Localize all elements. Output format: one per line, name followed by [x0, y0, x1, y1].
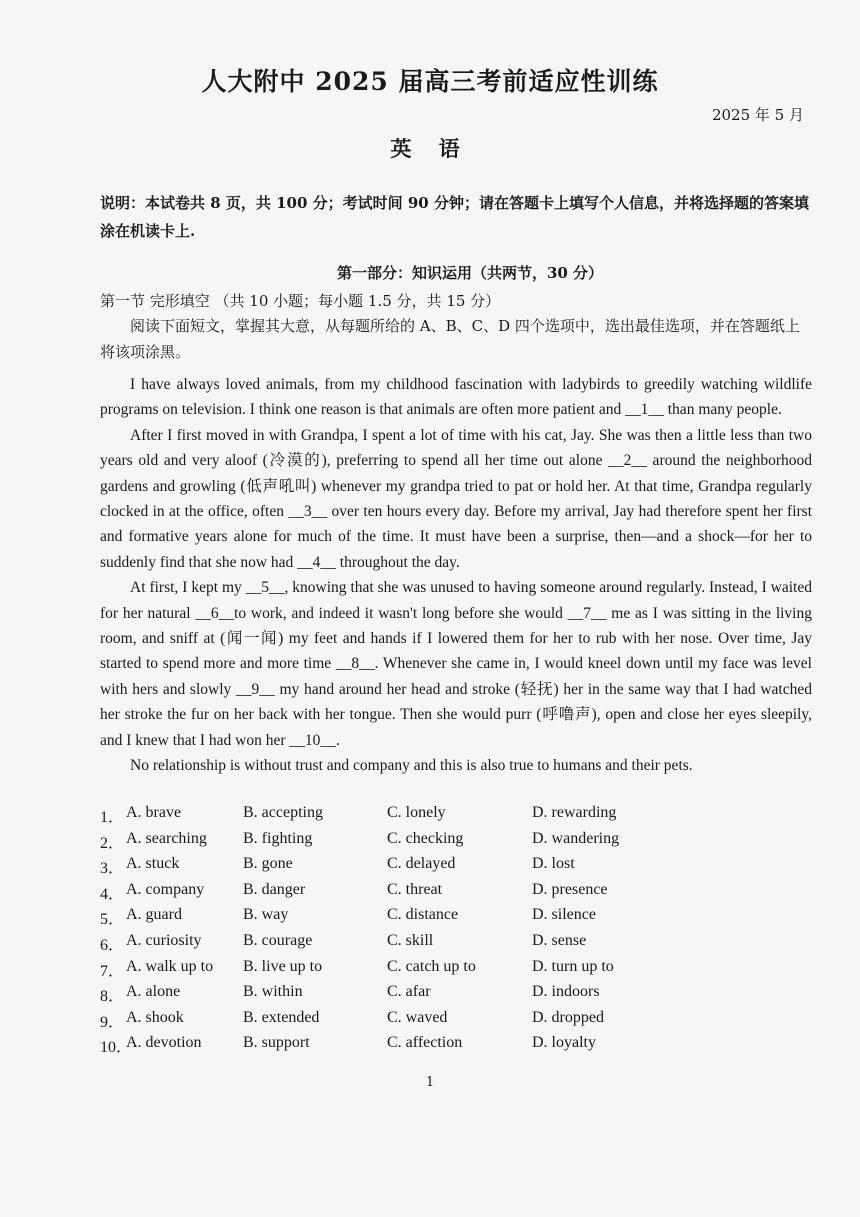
passage-paragraph: No relationship is without trust and company and this is also true to humans and their pets.: [130, 757, 693, 775]
option-b: B. accepting: [243, 804, 323, 821]
option-b: B. live up to: [243, 957, 323, 975]
exam-date: 2025 年 5 月: [711, 106, 804, 124]
option-a: A. guard: [126, 906, 182, 924]
question-number: 6．: [100, 936, 125, 954]
question-row: [100, 932, 700, 958]
option-c: C. delayed: [387, 855, 456, 873]
option-a: A. company: [126, 880, 205, 898]
option-d: D. indoors: [532, 983, 600, 1001]
option-c: C. lonely: [387, 804, 446, 821]
option-c: C. distance: [387, 906, 459, 924]
option-c: C. waved: [387, 1008, 448, 1026]
option-d: D. presence: [532, 880, 608, 898]
option-a: A. alone: [126, 983, 181, 1001]
question-row: [100, 983, 700, 1009]
option-d: D. lost: [532, 855, 575, 873]
option-c: C. checking: [387, 829, 464, 847]
passage-paragraph: After I first moved in with Grandpa, I spent a lot of time with his cat, Jay. She was then a little less than two years old and very aloof (冷漠的), preferring to spend all her time out alone __2__ around the neighborhood gardens and growling (低声吼叫) whenever my grandpa tried to pat or hold her. At that time, Grandpa regularly clocked in at the office, often __3__ over ten hours every day. Before my arrival, Jay had therefore spent her first and formative years alone for much of the time. It must have been a surprise, then—and a shock—for her to suddenly find that she now had __4__ throughout the day.: [100, 426, 812, 571]
question-row: [100, 855, 700, 881]
option-a: A. walk up to: [126, 957, 214, 975]
option-c: C. affection: [387, 1034, 463, 1052]
option-c: C. threat: [387, 880, 443, 898]
option-a: A. devotion: [126, 1034, 202, 1052]
option-a: A. curiosity: [126, 931, 202, 949]
question-row: [100, 881, 700, 907]
passage-paragraph: At first, I kept my __5__, knowing that she was unused to having someone around regularly. Instead, I waited for her natural __6__to work, and indeed it wasn't long before she would __7__ me as I was sitting in the living room, and sniff at (闻一闻) my feet and hands if I lowered them for her to rub with her nose. Over time, Jay started to spend more and more time __8__. Whenever she came in, I would kneel down until my face was level with hers and slowly __9__ my hand around her head and stroke (轻抚) her in the same way that I had watched her stroke the fur on her back with her tongue. Then she would purr (呼噜声), open and close her eyes sleepily, and I knew that I had won her __10__.: [100, 579, 812, 749]
question-number: 8．: [100, 988, 125, 1006]
question-row: [100, 1009, 700, 1035]
option-b: B. courage: [243, 931, 313, 949]
option-b: B. extended: [243, 1008, 320, 1026]
option-d: D. silence: [532, 906, 596, 924]
question-number: 10．: [100, 1039, 133, 1057]
question-number: 4．: [100, 885, 125, 903]
exam-instructions: 说明：本试卷共 8 页，共 100 分；考试时间 90 分钟；请在答题卡上填写个人信息，并将选择题的答案填涂在机读卡上.: [100, 194, 809, 240]
question-row: [100, 1034, 700, 1060]
section-directions: 阅读下面短文，掌握其大意，从每题所给的 A、B、C、D 四个选项中，选出最佳选项，并在答题纸上将该项涂黑。: [100, 317, 800, 361]
question-number: 3．: [100, 860, 125, 878]
option-d: D. turn up to: [532, 957, 614, 975]
option-b: B. danger: [243, 880, 306, 898]
subject-heading: 英 语: [390, 136, 470, 161]
option-d: D. sense: [532, 931, 587, 949]
option-a: A. searching: [126, 829, 207, 847]
part-heading: 第一部分：知识运用（共两节，30 分）: [336, 264, 604, 282]
question-row: [100, 958, 700, 984]
question-number: 7．: [100, 962, 125, 980]
question-number: 1．: [100, 809, 125, 826]
question-row: [100, 804, 700, 830]
option-d: D. dropped: [532, 1008, 604, 1026]
option-b: B. within: [243, 983, 303, 1001]
question-number: 9．: [100, 1013, 125, 1031]
option-b: B. way: [243, 906, 289, 924]
option-d: D. rewarding: [532, 804, 617, 821]
answer-options: [100, 804, 700, 1060]
page-title: 人大附中 2025 届高三考前适应性训练: [201, 67, 659, 96]
question-row: [100, 906, 700, 932]
option-c: C. afar: [387, 983, 431, 1001]
option-b: B. fighting: [243, 829, 313, 847]
page-number: 1: [425, 1075, 435, 1090]
cloze-passage: [100, 372, 812, 779]
question-row: [100, 830, 700, 856]
option-a: A. stuck: [126, 855, 180, 873]
option-c: C. skill: [387, 931, 434, 949]
option-a: A. brave: [126, 804, 182, 821]
option-c: C. catch up to: [387, 957, 476, 975]
option-d: D. loyalty: [532, 1034, 596, 1052]
passage-paragraph: I have always loved animals, from my childhood fascination with ladybirds to greedily watching wildlife programs on television. I think one reason is that animals are often more patient and __1__ than many people.: [100, 376, 812, 419]
option-b: B. gone: [243, 855, 293, 873]
section-heading: 第一节 完形填空 （共 10 小题；每小题 1.5 分，共 15 分）: [100, 292, 501, 310]
question-number: 5．: [100, 911, 125, 929]
question-number: 2．: [100, 834, 125, 852]
option-d: D. wandering: [532, 829, 620, 847]
option-b: B. support: [243, 1034, 310, 1052]
option-a: A. shook: [126, 1008, 184, 1026]
